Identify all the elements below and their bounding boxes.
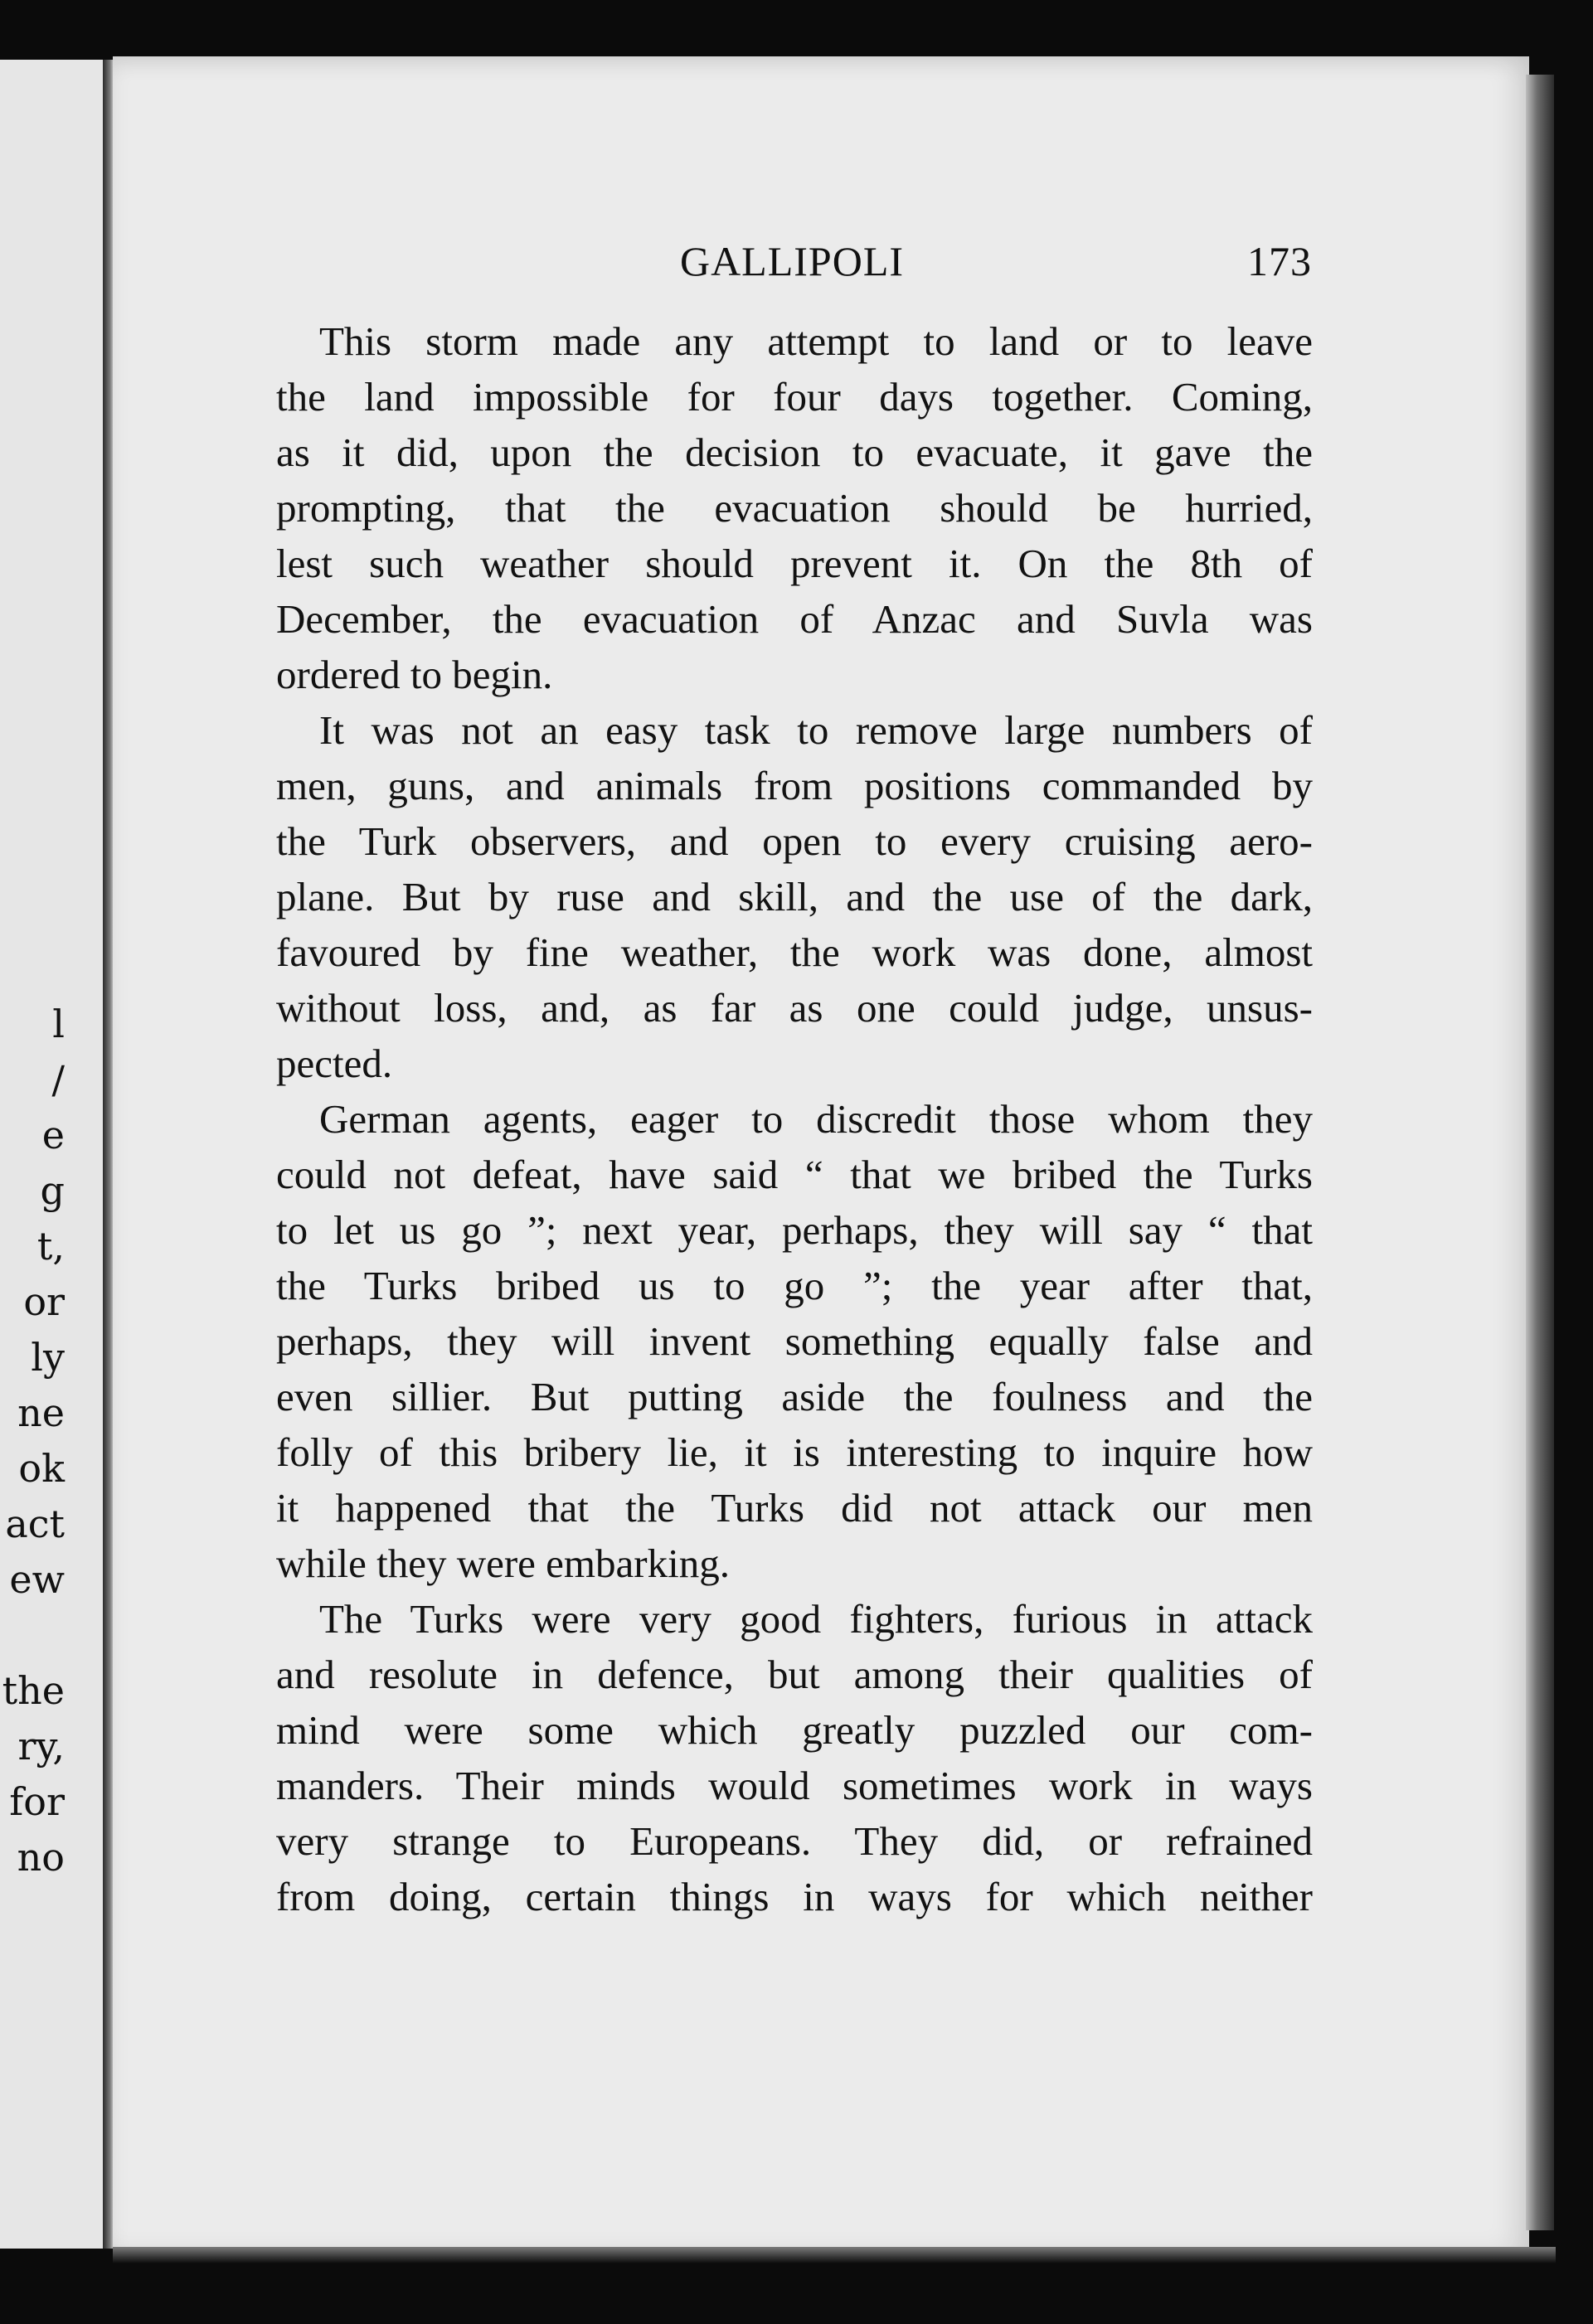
facing-page-fragment: e: [41, 1113, 65, 1157]
facing-page-edge: [0, 60, 106, 2249]
text-line: the Turk observers, and open to every cruising aero-: [276, 818, 1313, 864]
facing-page-fragment: act: [5, 1502, 65, 1546]
facing-page-fragment: or: [23, 1279, 65, 1324]
facing-page-fragment: the: [2, 1668, 65, 1713]
text-line: could not defeat, have said “ that we bribed the Turks: [276, 1152, 1313, 1197]
facing-page-fragment: g: [40, 1168, 65, 1213]
facing-page-fragment: ry,: [17, 1724, 65, 1768]
body-text: [276, 313, 1313, 1924]
facing-page-fragment: for: [9, 1779, 65, 1824]
text-line: to let us go ”; next year, perhaps, they will say “ that: [276, 1207, 1313, 1253]
facing-page-fragment: ne: [17, 1390, 65, 1435]
text-line: It was not an easy task to remove large numbers of: [319, 707, 1313, 753]
page-edge-shadow: [1526, 75, 1554, 2230]
facing-page-text-fragments: [0, 997, 106, 1885]
paragraph: [276, 1091, 1313, 1591]
text-line: This storm made any attempt to land or to leave: [319, 318, 1313, 364]
text-line: the land impossible for four days together. Coming,: [276, 374, 1313, 420]
text-line: and resolute in defence, but among their qualities of: [276, 1652, 1313, 1697]
text-line: even sillier. But putting aside the foulness and the: [276, 1374, 1313, 1419]
text-line: ordered to begin.: [276, 652, 553, 697]
text-line: mind were some which greatly puzzled our com-: [276, 1707, 1313, 1753]
text-line: manders. Their minds would sometimes work in ways: [276, 1763, 1313, 1808]
text-line: December, the evacuation of Anzac and Suvla was: [276, 596, 1313, 642]
page-number: 173: [1247, 238, 1312, 284]
text-line: The Turks were very good fighters, furious in attack: [319, 1596, 1313, 1642]
facing-page-fragment: ok: [18, 1446, 65, 1491]
page-bottom-shadow: [113, 2247, 1556, 2263]
text-line: plane. But by ruse and skill, and the use of the dark,: [276, 874, 1313, 919]
text-line: folly of this bribery lie, it is interesting to inquire how: [276, 1429, 1313, 1475]
paragraph: [276, 1591, 1313, 1924]
facing-page-fragment: ly: [31, 1335, 65, 1380]
text-line: while they were embarking.: [276, 1540, 730, 1586]
facing-page-fragment: [0, 1608, 65, 1663]
text-line: lest such weather should prevent it. On the 8th of: [276, 541, 1313, 586]
facing-page-fragment: t,: [36, 1224, 65, 1269]
running-head: [274, 237, 1310, 295]
text-line: as it did, upon the decision to evacuate, it gave the: [276, 429, 1313, 475]
text-line: perhaps, they will invent something equally false and: [276, 1318, 1313, 1364]
text-line: from doing, certain things in ways for which neither: [276, 1874, 1313, 1919]
text-line: German agents, eager to discredit those whom they: [319, 1096, 1313, 1142]
text-line: very strange to Europeans. They did, or refrained: [276, 1818, 1313, 1864]
paragraph: [276, 313, 1313, 702]
facing-page-fragment: /: [51, 1057, 65, 1102]
text-line: prompting, that the evacuation should be hurried,: [276, 485, 1313, 531]
text-line: pected.: [276, 1041, 393, 1086]
text-line: without loss, and, as far as one could judge, unsus-: [276, 985, 1313, 1031]
facing-page-fragment: ew: [9, 1557, 65, 1602]
facing-page-fragment: l: [52, 1002, 65, 1046]
text-line: men, guns, and animals from positions commanded by: [276, 763, 1313, 808]
facing-page-fragment: no: [17, 1835, 65, 1880]
running-title: GALLIPOLI: [679, 238, 905, 284]
paragraph: [276, 702, 1313, 1091]
text-line: it happened that the Turks did not attack our men: [276, 1485, 1313, 1531]
text-line: favoured by fine weather, the work was done, almost: [276, 929, 1313, 975]
text-line: the Turks bribed us to go ”; the year after that,: [276, 1263, 1313, 1308]
